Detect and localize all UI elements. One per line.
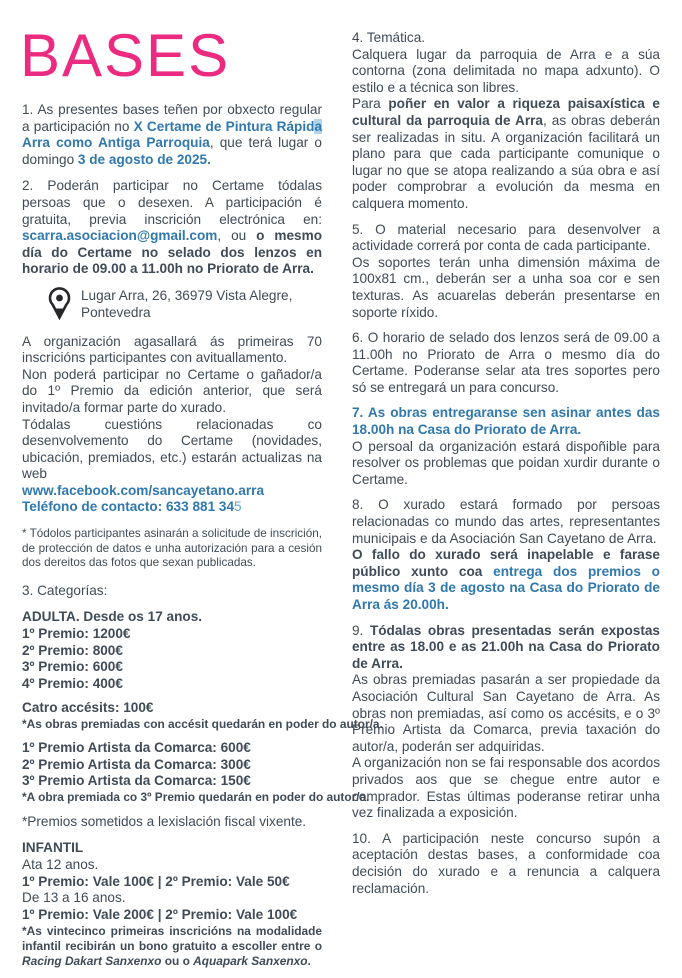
- paragraph-6: 6. O horario de selado dos lenzos será de 09.00 a 11.00h no Priorato de Arra o mesmo día do Certame. Poderanse selar ata tres soportes pero só se entregará un para concurso.: [352, 330, 660, 395]
- text-run: 2. Poderán participar no Certame tódalas persoas que o desexen. A participación é gratuita, previa inscrición electrónica en:: [22, 178, 322, 227]
- adult-prize-1: 1º Premio: 1200€: [22, 626, 131, 642]
- text-run: Para: [352, 96, 389, 112]
- paragraph-9b: As obras premiadas pasarán a ser propiedade da Asociación Cultural San Cayetano de Arra. As obras non premiadas, así como os accésits, e o 3º Premio Artista da Comarca, previa taxación do autor/a, poderán ser adquiridas.: [352, 672, 660, 754]
- categories-heading: 3. Categorías:: [22, 582, 108, 598]
- aquapark-name: Aquapark Sanxenxo: [193, 954, 308, 969]
- paragraph-7-highlight: 7. As obras entregaranse sen asinar antes das 18.00h na Casa do Priorato de Arra.: [352, 405, 660, 438]
- paragraph-10: 10. A participación neste concurso supón a aceptación destas bases, a conformidade coa decisión do xurado e a renuncia a calquera reclamación.: [352, 830, 660, 896]
- paragraph-5b: Os soportes terán unha dimensión máxima de 100x81 cm., deberán ser a unha soa cor e sen texturas. As acuarelas deberán presentarse en soporte ríxido.: [352, 254, 660, 320]
- text-run: , ou: [217, 228, 257, 244]
- text-run: ou o: [161, 954, 194, 969]
- paragraph-9a: [352, 623, 660, 673]
- accesits-line: Catro accésits: 100€: [22, 700, 154, 716]
- infantil-prizes-1: 1º Premio: Vale 100€ | 2º Premio: Vale 50€: [22, 873, 290, 889]
- exhibition-emphasis: Tódalas obras presentadas serán expostas entre as 18.00 e as 21.00h na Casa do Priorato de Arra.: [352, 622, 660, 671]
- paragraph-7b: O persoal da organización estará dispoñible para resolver os problemas que poidan xurdir durante o Certame.: [352, 438, 660, 487]
- address-text: [81, 287, 292, 321]
- right-column: [352, 30, 660, 897]
- text-run: , que terá lugar o domingo: [22, 135, 322, 167]
- paragraph-5a: 5. O material necesario para desenvolver a actividade correrá por conta de cada participante.: [352, 221, 660, 254]
- paragraph-avituallamento: A organización agasallará ás primeiras 70 inscricións participantes con avituallamento.: [22, 333, 322, 366]
- paragraph-ganador-anterior: Non poderá participar no Certame o gañador/a do 1º Premio da edición anterior, que será invitado/a formar parte do xurado.: [22, 366, 322, 415]
- adult-category-heading: ADULTA. Desde os 17 anos.: [22, 609, 203, 625]
- adult-prize-2: 2º Premio: 800€: [22, 642, 123, 658]
- text-run: *As vintecinco primeiras inscricións na modalidade infantil recibirán un bono gratuito a escoller entre o: [22, 924, 322, 954]
- infantil-note: [22, 924, 322, 969]
- jury-verdict-emphasis: O fallo do xurado será inapelable e farase público xunto coa: [352, 547, 660, 579]
- text-run: 9.: [352, 622, 370, 638]
- comarca-prize-1: 1º Premio Artista da Comarca: 600€: [22, 740, 251, 755]
- comarca-prize-2: 2º Premio Artista da Comarca: 300€: [22, 756, 251, 772]
- location-block: [48, 287, 322, 324]
- awards-ceremony-info: entrega dos premios o mesmo día 3 de agosto na Casa do Priorato de Arra ás 20.00h.: [352, 563, 660, 612]
- page-title: BASES: [20, 22, 231, 89]
- paragraph-1: [22, 102, 322, 168]
- infantil-age-1: Ata 12 anos.: [22, 856, 99, 872]
- registration-deadline: o mesmo día do Certame no selado dos lenzos en horario de 09.00 a 11.00h no Priorato de Arra.: [22, 228, 323, 277]
- infantil-age-2: De 13 a 16 anos.: [22, 890, 126, 906]
- left-column: [20, 22, 383, 978]
- address-line1: Lugar Arra, 26, 36979 Vista Alegre,: [81, 287, 293, 303]
- comarca-note: *A obra premiada co 3º Premio quedarán en poder do autor/a.: [22, 789, 370, 804]
- infantil-prizes-2: 1º Premio: Vale 200€ | 2º Premio: Vale 100€: [22, 906, 298, 922]
- paragraph-2: [22, 178, 322, 278]
- phone-last-digit: 5: [234, 499, 242, 515]
- comarca-prize-3: 3º Premio Artista da Comarca: 150€: [22, 773, 251, 789]
- text-run: .: [307, 954, 311, 969]
- event-date: 3 de agosto de 2025.: [77, 151, 211, 167]
- address-line2: Pontevedra: [81, 304, 151, 320]
- theme-emphasis: poñer en valor a riqueza paisaxística e cultural da parroquia de Arra: [352, 96, 660, 128]
- email-link[interactable]: scarra.asociacion@gmail.com: [22, 228, 218, 244]
- accesits-note: *As obras premiadas con accésit quedarán en poder do autor/a.: [22, 717, 383, 731]
- note-data-protection: * Tódolos participantes asinarán a solicitude de inscrición, de protección de datos e unha autorización para a cesión dos dereitos das fotos que sexan publicadas.: [22, 527, 322, 570]
- facebook-link[interactable]: www.facebook.com/sancayetano.arra: [22, 482, 265, 498]
- paragraph-9c: A organización non se fai responsable dos acordos privados aos que se chegue entre autor e comprador. Estas últimas poderanse retirar unha vez finalizada a exposición.: [352, 755, 660, 821]
- adult-prize-3: 3º Premio: 600€: [22, 659, 123, 675]
- paragraph-8b: [352, 547, 660, 613]
- paragraph-4-heading: 4. Temática.: [352, 30, 426, 45]
- selection-highlight: a: [314, 118, 322, 134]
- contest-name-rest: Arra como Antiga Parroquia: [22, 135, 210, 151]
- text-run: , as obras deberán ser realizadas in situ. A organización facilitará un plano para que cada participante comunique o lugar no que se atopa realizando a súa obra e así poder comprobrar a evolución da mesma en calquera momento.: [352, 112, 661, 211]
- text-run: 1. As presentes bases teñen por obxecto regular a participación no: [22, 102, 322, 134]
- paragraph-4b: [352, 96, 660, 212]
- paragraph-4a: Calquera lugar da parroquia de Arra e a súa contorna (zona delimitada no mapa adxunto). O estilo e a técnica son libres.: [352, 46, 660, 95]
- phone-line: [22, 499, 322, 516]
- paragraph-web-info: Tódalas cuestións relacionadas co desenvolvemento do Certame (novidades, ubicación, premiados, etc.) estarán actualizas na web: [22, 416, 322, 482]
- paragraph-8a: 8. O xurado estará formado por persoas relacionadas co mundo das artes, representantes municipais e da Asociación San Cayetano de Arra.: [352, 497, 660, 546]
- racing-dakart-name: Racing Dakart Sanxenxo: [22, 954, 162, 969]
- contest-name: X Certame de Pintura Rápid: [133, 118, 315, 134]
- infantil-heading: INFANTIL: [22, 840, 84, 856]
- adult-prize-4: 4º Premio: 400€: [22, 675, 123, 691]
- map-pin-icon: [48, 287, 71, 324]
- phone-number[interactable]: Teléfono de contacto: 633 881 34: [22, 499, 235, 515]
- fiscal-note: *Premios sometidos a lexislación fiscal vixente.: [22, 813, 307, 829]
